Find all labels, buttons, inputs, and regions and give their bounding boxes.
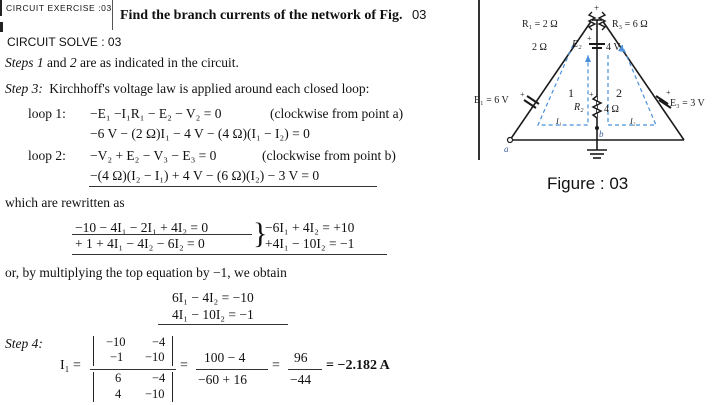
- solve-marker: [0, 22, 3, 32]
- loop1-note: (clockwise from point a): [270, 106, 404, 121]
- steps-1-2: [5, 55, 239, 71]
- loop1-eq2: −6 V − (2 Ω)I₁ − 4 V − (4 Ω)(I₁ − I₂) = 0: [90, 126, 310, 141]
- e1-battery: [524, 96, 539, 108]
- steps12-tail: are as indicated in the circuit.: [76, 55, 239, 70]
- label-plus-e1: +: [520, 90, 525, 99]
- num-m12: −4: [152, 335, 166, 349]
- step3-lead: Step 3:: [5, 81, 43, 96]
- problem-text: Find the branch currents of the network of Fig.: [120, 8, 403, 23]
- label-node-b: b: [599, 129, 604, 139]
- frac3-bar: [288, 369, 322, 370]
- left-wire: [510, 20, 592, 140]
- problem-statement: [120, 7, 426, 24]
- rewritten-right-2: +4I₁ − 10I₂ = −1: [265, 236, 355, 251]
- node-a-dot: [508, 138, 513, 143]
- loop2-note: (clockwise from point b): [262, 148, 396, 163]
- label-plus-r2: +: [589, 90, 594, 99]
- label-r1: R₁ = 2 Ω: [522, 19, 558, 30]
- loop2-eq2: −(4 Ω)(I₂ − I₁) + 4 V − (6 Ω)(I₂) − 3 V = 0: [90, 168, 320, 183]
- multiply-underline: [158, 324, 288, 325]
- step3: [5, 81, 369, 97]
- steps12-and: and: [43, 55, 70, 70]
- den-m12: −4: [152, 371, 166, 385]
- label-loop1: 1: [568, 86, 574, 100]
- num-m21: −1: [110, 350, 124, 364]
- label-i1: I₁: [556, 117, 562, 126]
- den-m21: 4: [115, 387, 122, 401]
- rewritten-brace: }: [253, 217, 268, 250]
- den-m11: 6: [115, 371, 122, 385]
- header-divider: [112, 0, 113, 30]
- label-e2-val: 4 V: [606, 42, 621, 53]
- rewritten-midline: [72, 234, 252, 235]
- label-e3: E₃ = 3 V: [670, 98, 705, 109]
- den-m22: −10: [145, 387, 165, 401]
- label-e2: E₂: [572, 39, 582, 50]
- frac2-num: 100 − 4: [204, 350, 246, 365]
- loop2-eq1: −V₂ + E₂ − V₃ − E₃ = 0: [90, 148, 217, 163]
- header-left-marker: [0, 0, 2, 16]
- r3-zigzag: [599, 12, 605, 30]
- frac1-bar: [90, 369, 176, 370]
- frac2-bar: [196, 369, 268, 370]
- label-r2-val: 4 Ω: [604, 104, 619, 115]
- r2-zigzag: [593, 96, 601, 118]
- r1-zigzag: [589, 12, 595, 30]
- rewritten-lead: which are rewritten as: [5, 195, 125, 210]
- multiply-lead: or, by multiplying the top equation by −1, we obtain: [5, 265, 287, 280]
- rewritten-left-2: + 1 + 4I₁ − 4I₂ − 6I₂ = 0: [75, 236, 205, 251]
- loop1-label: loop 1:: [28, 106, 66, 121]
- loop1-path: [538, 45, 588, 125]
- label-r3: R₃ = 6 Ω: [612, 19, 648, 30]
- multiply-eq1: 6I₁ − 4I₂ = −10: [172, 290, 254, 305]
- label-plus-top: +: [594, 3, 600, 13]
- rewritten-right-1: −6I₁ + 4I₂ = +10: [265, 220, 355, 235]
- rewritten-left-1: −10 − 4I₁ − 2I₁ + 4I₂ = 0: [75, 220, 209, 235]
- problem-fig-ref: 03: [411, 7, 427, 22]
- loop1-arrowhead: [585, 55, 591, 62]
- steps12-two: 2: [69, 55, 77, 70]
- frac3-num: 96: [294, 350, 308, 365]
- label-node-a: a: [504, 144, 509, 154]
- frac2-den: −60 + 16: [198, 372, 247, 387]
- circuit-diagram: [474, 0, 720, 165]
- step3-text: Kirchhoff's voltage law is applied around each closed loop:: [49, 81, 370, 96]
- loop2-label: loop 2:: [28, 148, 66, 163]
- rewritten-underline: [72, 254, 387, 255]
- equals-1: =: [180, 358, 188, 373]
- step4-result: = −2.182 A: [326, 358, 390, 373]
- label-plus-e2: +: [587, 34, 592, 43]
- step4-lhs: I₁ =: [60, 358, 81, 373]
- exercise-label: CIRCUIT EXERCISE :03: [6, 3, 112, 13]
- num-m22: −10: [145, 350, 165, 364]
- num-m11: −10: [106, 335, 126, 349]
- multiply-eq2: 4I₁ − 10I₂ = −1: [172, 307, 254, 322]
- figure-caption: Figure : 03: [547, 174, 629, 193]
- steps12-lead: Steps 1: [5, 55, 44, 70]
- frac3-den: −44: [290, 372, 312, 387]
- equals-2: =: [272, 358, 280, 373]
- loop2-eq2-underline: [89, 186, 377, 187]
- label-r2: R₂: [574, 102, 584, 113]
- label-r1-val: 2 Ω: [532, 42, 547, 53]
- solve-label: CIRCUIT SOLVE : 03: [7, 35, 122, 49]
- step4-lead: Step 4:: [5, 336, 43, 351]
- label-loop2: 2: [616, 86, 622, 100]
- label-i2: I₂: [630, 117, 636, 126]
- right-wire: [602, 20, 684, 140]
- loop1-eq1: −E₁ −I₁R₁ − E₂ − V₂ = 0: [90, 106, 222, 121]
- label-e1: E₁ = 6 V: [474, 95, 509, 106]
- label-plus-e3: +: [666, 88, 671, 97]
